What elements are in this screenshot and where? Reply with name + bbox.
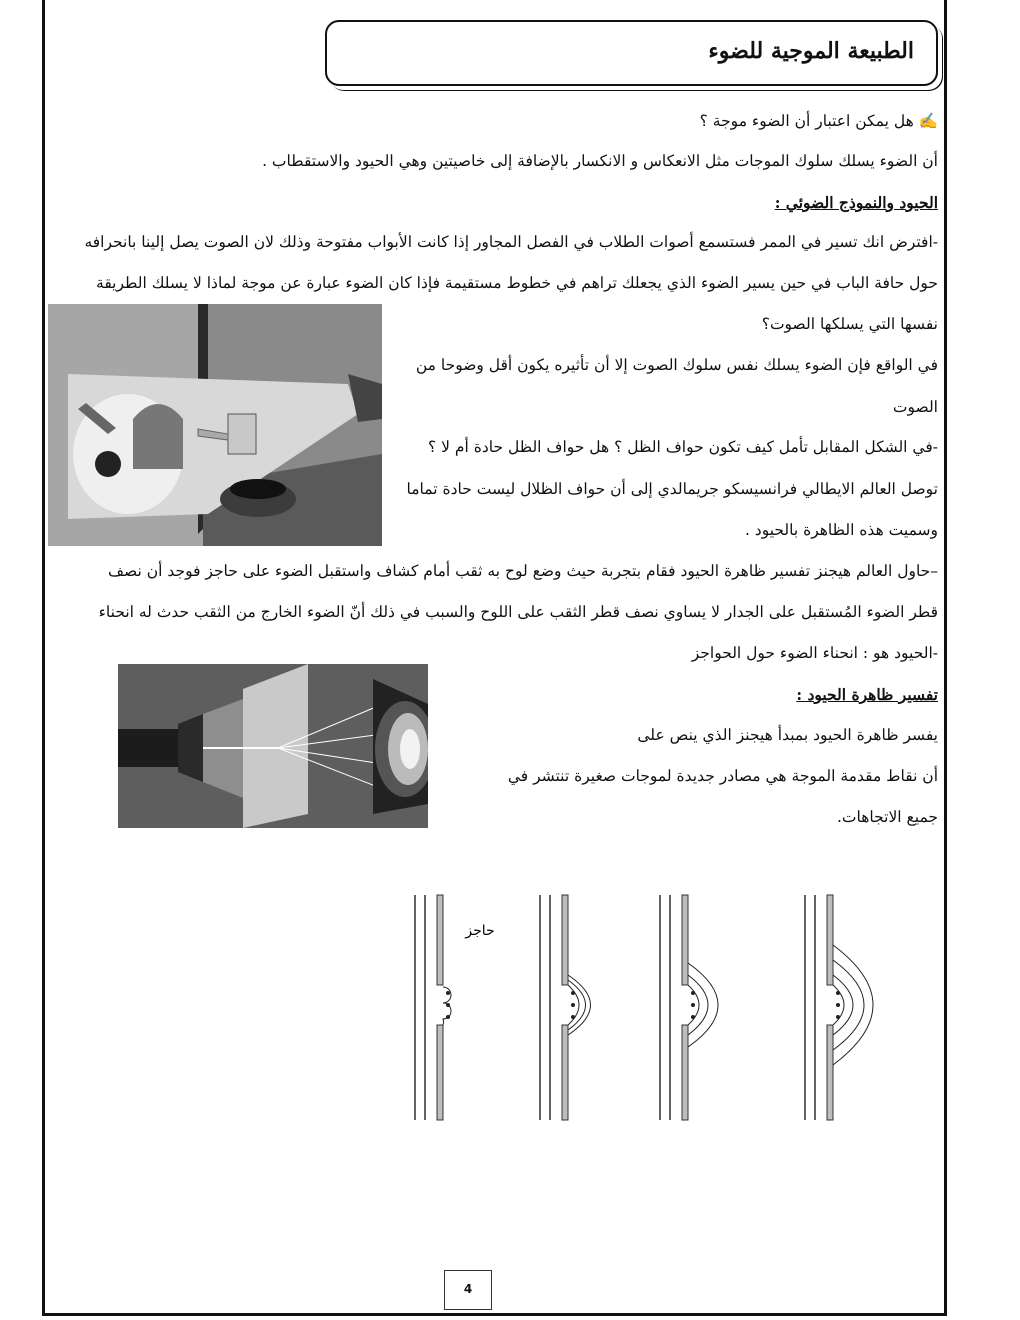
flashlight — [118, 729, 178, 767]
section-heading-explanation: تفسير ظاهرة الحيود : — [796, 685, 938, 704]
diffraction-experiment-illustration — [118, 664, 428, 828]
question-line: ✍ هل يمكن اعتبار أن الضوء موجة ؟ — [699, 112, 938, 130]
section-heading-diffraction: الحيود والنموذج الضوئي : — [774, 193, 938, 212]
watering-can-shadow — [133, 404, 183, 469]
paragraph-line: -في الشكل المقابل تأمل كيف تكون حواف الظل ؟ هل حواف الظل حادة أم لا ؟ — [427, 438, 938, 456]
paragraph-line: نفسها التي يسلكها الصوت؟ — [761, 315, 938, 333]
barrier-plate — [243, 664, 308, 828]
definition-line: -الحيود هو : انحناء الضوء حول الحواجز — [691, 644, 938, 662]
title-box — [325, 20, 938, 86]
barrier-label: حاجز — [465, 923, 495, 939]
paragraph-line: وسميت هذه الظاهرة بالحيود . — [744, 521, 938, 539]
paragraph-line: أن نقاط مقدمة الموجة هي مصادر جديدة لموجات صغيرة تنتشر في — [507, 767, 938, 785]
watering-can — [228, 414, 256, 454]
paragraph-line: –حاول العالم هيجنز تفسير ظاهرة الحيود فقام بتجربة حيث وضع لوح به ثقب أمام كشاف واستقبل الضوء على حاجز فوجد أن نصف — [108, 562, 938, 580]
paragraph-line: قطر الضوء المُستقبل على الجدار لا يساوي نصف قطر الثقب على اللوح والسبب في ذلك أنّ الضوء الخارج من الثقب حدث له انحناء — [98, 603, 938, 621]
paragraph-line: الصوت — [892, 398, 938, 416]
paragraph-line: في الواقع فإن الضوء يسلك نفس سلوك الصوت إلا أن تأثيره يكون أقل وضوحا من — [415, 356, 938, 374]
page-number: 4 — [444, 1270, 492, 1310]
paragraph-line: حول حافة الباب في حين يسير الضوء الذي يجعلك تراهم في خطوط مستقيمة فإذا كان الضوء عبارة عن موجة لماذا لا يسلك الطريقة — [96, 274, 938, 292]
huygens-wavelets-diagram — [385, 885, 925, 1125]
page-title: الطبيعة الموجية للضوء — [708, 38, 914, 64]
intro-text: أن الضوء يسلك سلوك الموجات مثل الانعكاس و الانكسار بالإضافة إلى خاصيتين وهي الحيود والاستقطاب . — [262, 152, 938, 170]
paragraph-line: يفسر ظاهرة الحيود بمبدأ هيجنز الذي ينص على — [637, 726, 938, 744]
paragraph-line: توصل العالم الايطالي فرانسيسكو جريمالدي إلى أن حواف الظلال ليست حادة تماما — [406, 480, 938, 498]
paragraph-line: -افترض انك تسير في الممر فستسمع أصوات الطلاب في الفصل المجاور إذا كانت الأبواب مفتوحة وذلك لان الصوت يصل إلينا بانحرافه — [84, 233, 938, 251]
shadow-illustration — [48, 304, 382, 546]
question-icon: ✍ — [918, 112, 938, 130]
paragraph-line: جميع الاتجاهات. — [837, 808, 938, 826]
